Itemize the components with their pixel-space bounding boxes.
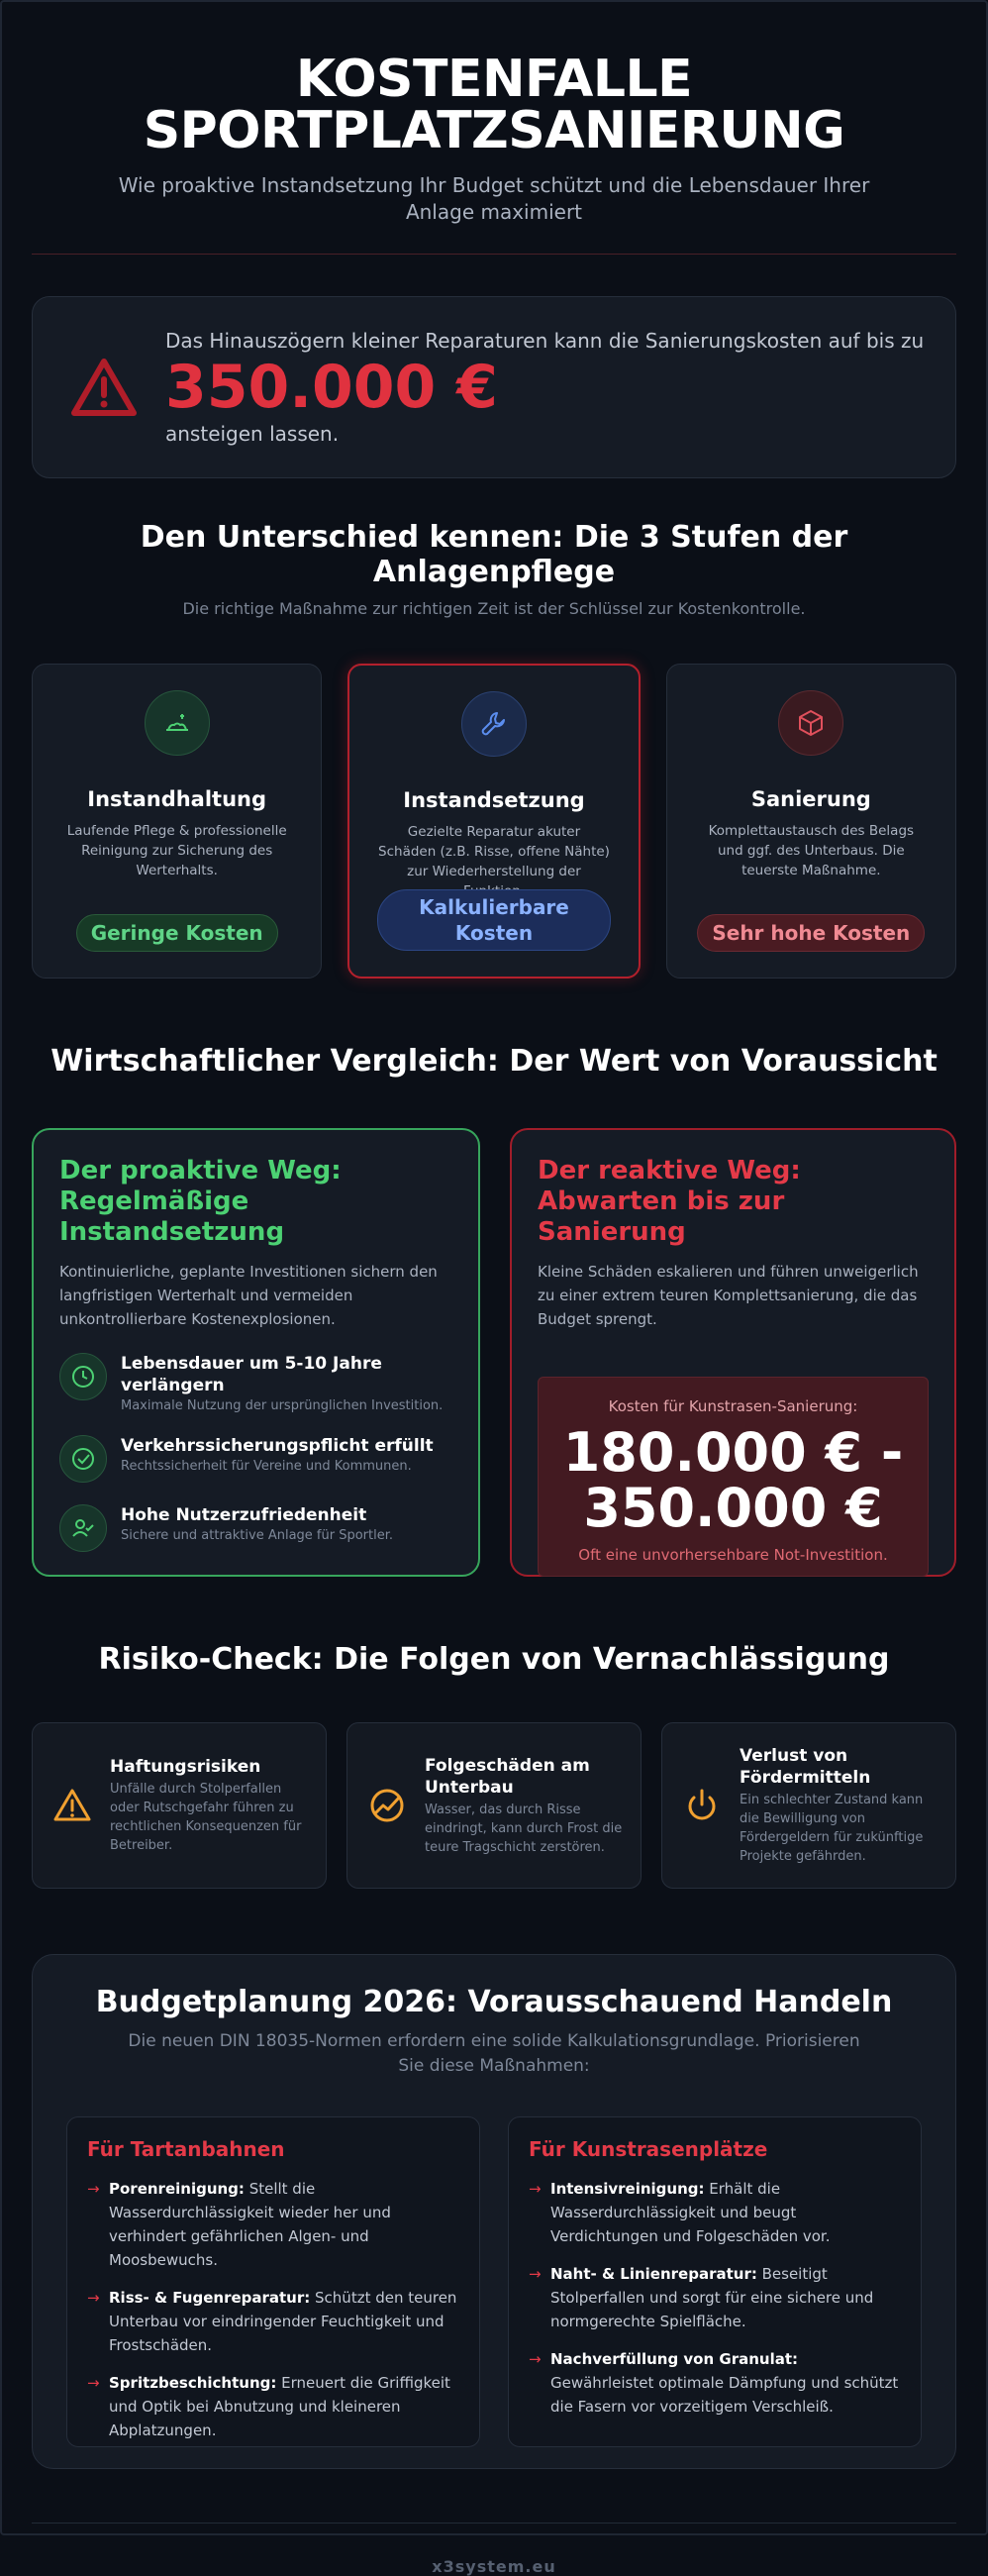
cost-note: Oft eine unvorhersehbare Not-Investition. <box>578 1546 888 1564</box>
cost-badge: Kalkulierbare Kosten <box>377 889 611 951</box>
arrow-icon: → <box>87 2289 100 2307</box>
arrow-icon: → <box>529 2180 542 2198</box>
list-item <box>529 2262 901 2333</box>
risk-card <box>346 1722 642 1889</box>
risk-title: Verlust von Fördermitteln <box>740 1746 871 1788</box>
stage-text: Komplettaustausch des Belags und ggf. des Unterbaus. Die teuerste Maßnahme. <box>708 823 915 878</box>
item-bold: Spritzbeschichtung: <box>109 2374 277 2392</box>
item-text: Stellt die Wasserdurchlässigkeit wieder her und verhindert gefährlichen Algen- und Moosbewuchs. <box>109 2180 391 2269</box>
budget-columns <box>66 2116 922 2447</box>
check-circle-icon <box>59 1435 107 1483</box>
item-text: Gewährleistet optimale Dämpfung und schützt die Fasern vor vorzeitigem Verschleiß. <box>550 2374 899 2416</box>
budget-title: Budgetplanung 2026: Vorausschauend Handeln <box>95 1985 893 2019</box>
feature-title: Verkehrssicherungspflicht erfüllt <box>121 1436 434 1456</box>
item-bold: Intensivreinigung: <box>550 2180 705 2198</box>
comparison-title: Wirtschaftlicher Vergleich: Der Wert von Voraussicht <box>50 1044 938 1079</box>
hero <box>32 2 956 226</box>
feature-title: Lebensdauer um 5-10 Jahre verlängern <box>121 1354 382 1395</box>
item-bold: Riss- & Fugenreparatur: <box>109 2289 311 2307</box>
feature-item <box>59 1504 452 1552</box>
proactive-text: Kontinuierliche, geplante Investitionen sichern den langfristigen Werterhalt und vermeiden unkontrollierbare Kostenexplosionen. <box>59 1263 438 1328</box>
feature-title: Hohe Nutzerzufriedenheit <box>121 1505 367 1525</box>
feature-text: Rechtssicherheit für Vereine und Kommunen. <box>121 1459 412 1474</box>
stage-card-sanierung <box>666 664 956 979</box>
stages-subtitle: Die richtige Maßnahme zur richtigen Zeit ist der Schlüssel zur Kostenkontrolle. <box>182 599 806 618</box>
stage-title: Sanierung <box>750 787 871 811</box>
stage-title: Instandhaltung <box>87 787 267 811</box>
item-bold: Porenreinigung: <box>109 2180 245 2198</box>
wrench-icon <box>461 691 527 757</box>
power-icon <box>682 1786 722 1825</box>
list-item <box>529 2177 901 2248</box>
risks-title: Risiko-Check: Die Folgen von Vernachlässigung <box>98 1642 890 1677</box>
list-item <box>87 2286 459 2357</box>
warning-text-2: ansteigen lassen. <box>165 422 340 446</box>
warning-text-1: Das Hinauszögern kleiner Reparaturen kann die Sanierungskosten auf bis zu <box>165 329 925 353</box>
budget-column-title: Für Kunstrasenplätze <box>529 2137 768 2161</box>
warning-icon <box>52 1786 92 1825</box>
divider <box>32 254 956 255</box>
list-item <box>87 2177 459 2272</box>
damage-gauge-icon <box>367 1786 407 1825</box>
feature-text: Sichere und attraktive Anlage für Sportler. <box>121 1528 394 1543</box>
cleaning-icon <box>145 690 210 756</box>
item-text: Schützt den teuren Unterbau vor eindringender Feuchtigkeit und Frostschäden. <box>109 2289 457 2354</box>
reactive-title: Der reaktive Weg: Abwarten bis zur Sanierung <box>538 1156 801 1247</box>
divider <box>32 2523 956 2524</box>
budget-column-title: Für Tartanbahnen <box>87 2137 285 2161</box>
risk-card <box>32 1722 327 1889</box>
warning-amount: 350.000 € <box>165 353 498 422</box>
page-title <box>32 50 956 160</box>
feature-item <box>59 1353 452 1413</box>
cost-badge: Sehr hohe Kosten <box>697 914 925 952</box>
stages-row <box>32 664 956 979</box>
title-line-1: KOSTENFALLE <box>295 50 693 109</box>
cost-box <box>538 1377 929 1577</box>
user-check-icon <box>59 1504 107 1552</box>
risk-text: Unfälle durch Stolperfallen oder Rutschgefahr führen zu rechtlichen Konsequenzen für Betreiber. <box>110 1782 302 1853</box>
warning-box <box>32 296 956 478</box>
budget-subtitle: Die neuen DIN 18035-Normen erfordern eine solide Kalkulationsgrundlage. Priorisieren Sie diese Maßnahmen: <box>128 2031 860 2076</box>
footer-brand[interactable]: x3system.eu <box>432 2557 556 2576</box>
arrow-icon: → <box>87 2180 100 2198</box>
risk-title: Haftungsrisiken <box>110 1757 261 1777</box>
risk-text: Ein schlechter Zustand kann die Bewilligung von Fördergeldern für zukünftige Projekte gefährden. <box>740 1793 924 1864</box>
risk-card <box>661 1722 956 1889</box>
feature-item <box>59 1435 452 1483</box>
reactive-card <box>510 1128 956 1577</box>
arrow-icon: → <box>529 2265 542 2283</box>
stage-card-instandhaltung <box>32 664 322 979</box>
arrow-icon: → <box>87 2374 100 2392</box>
item-text: Erneuert die Griffigkeit und Optik bei Abnutzung und kleineren Abplatzungen. <box>109 2374 450 2439</box>
risk-title: Folgeschäden am Unterbau <box>425 1755 590 1798</box>
risks-row <box>32 1722 956 1889</box>
item-text: Beseitigt Stolperfallen und sorgt für eine sichere und normgerechte Spielfläche. <box>550 2265 874 2330</box>
cost-value: 180.000 € - 350.000 € <box>562 1421 904 1539</box>
arrow-icon: → <box>529 2350 542 2368</box>
stage-title: Instandsetzung <box>403 788 585 812</box>
stage-card-instandsetzung <box>347 664 640 979</box>
proactive-title: Der proaktive Weg: Regelmäßige Instandsetzung <box>59 1156 342 1247</box>
box-icon <box>778 690 843 756</box>
stage-text: Laufende Pflege & professionelle Reinigung zur Sicherung des Werterhalts. <box>66 823 287 878</box>
feature-text: Maximale Nutzung der ursprünglichen Investition. <box>121 1398 444 1413</box>
budget-column-tartan <box>66 2116 480 2447</box>
reactive-text: Kleine Schäden eskalieren und führen unweigerlich zu einer extrem teuren Komplettsanierung, die das Budget sprengt. <box>538 1263 919 1328</box>
list-item <box>87 2371 459 2442</box>
stages-title: Den Unterschied kennen: Die 3 Stufen der Anlagenpflege <box>140 520 848 589</box>
comparison-row <box>32 1128 956 1577</box>
item-bold: Naht- & Linienreparatur: <box>550 2265 757 2283</box>
clock-icon <box>59 1353 107 1400</box>
item-text: Erhält die Wasserdurchlässigkeit und beugt Verdichtungen und Folgeschäden vor. <box>550 2180 831 2245</box>
stage-text: Gezielte Reparatur akuter Schäden (z.B. Risse, offene Nähte) zur Wiederherstellung der <box>378 824 610 879</box>
budget-column-kunstrasen <box>508 2116 922 2447</box>
risk-text: Wasser, das durch Risse eindringt, kann durch Frost die teure Tragschicht zerstören. <box>425 1802 623 1855</box>
page-subtitle: Wie proaktive Instandsetzung Ihr Budget schützt und die Lebensdauer Ihrer Anlage maximiert <box>118 173 870 224</box>
cost-label: Kosten für Kunstrasen-Sanierung: <box>608 1397 858 1415</box>
item-bold: Nachverfüllung von Granulat: <box>550 2350 799 2368</box>
title-line-2: SPORTPLATZSANIERUNG <box>143 101 845 160</box>
list-item <box>529 2347 901 2419</box>
proactive-card <box>32 1128 480 1577</box>
budget-section <box>32 1954 956 2469</box>
warning-triangle-icon <box>70 358 138 417</box>
cost-badge: Geringe Kosten <box>76 914 278 952</box>
